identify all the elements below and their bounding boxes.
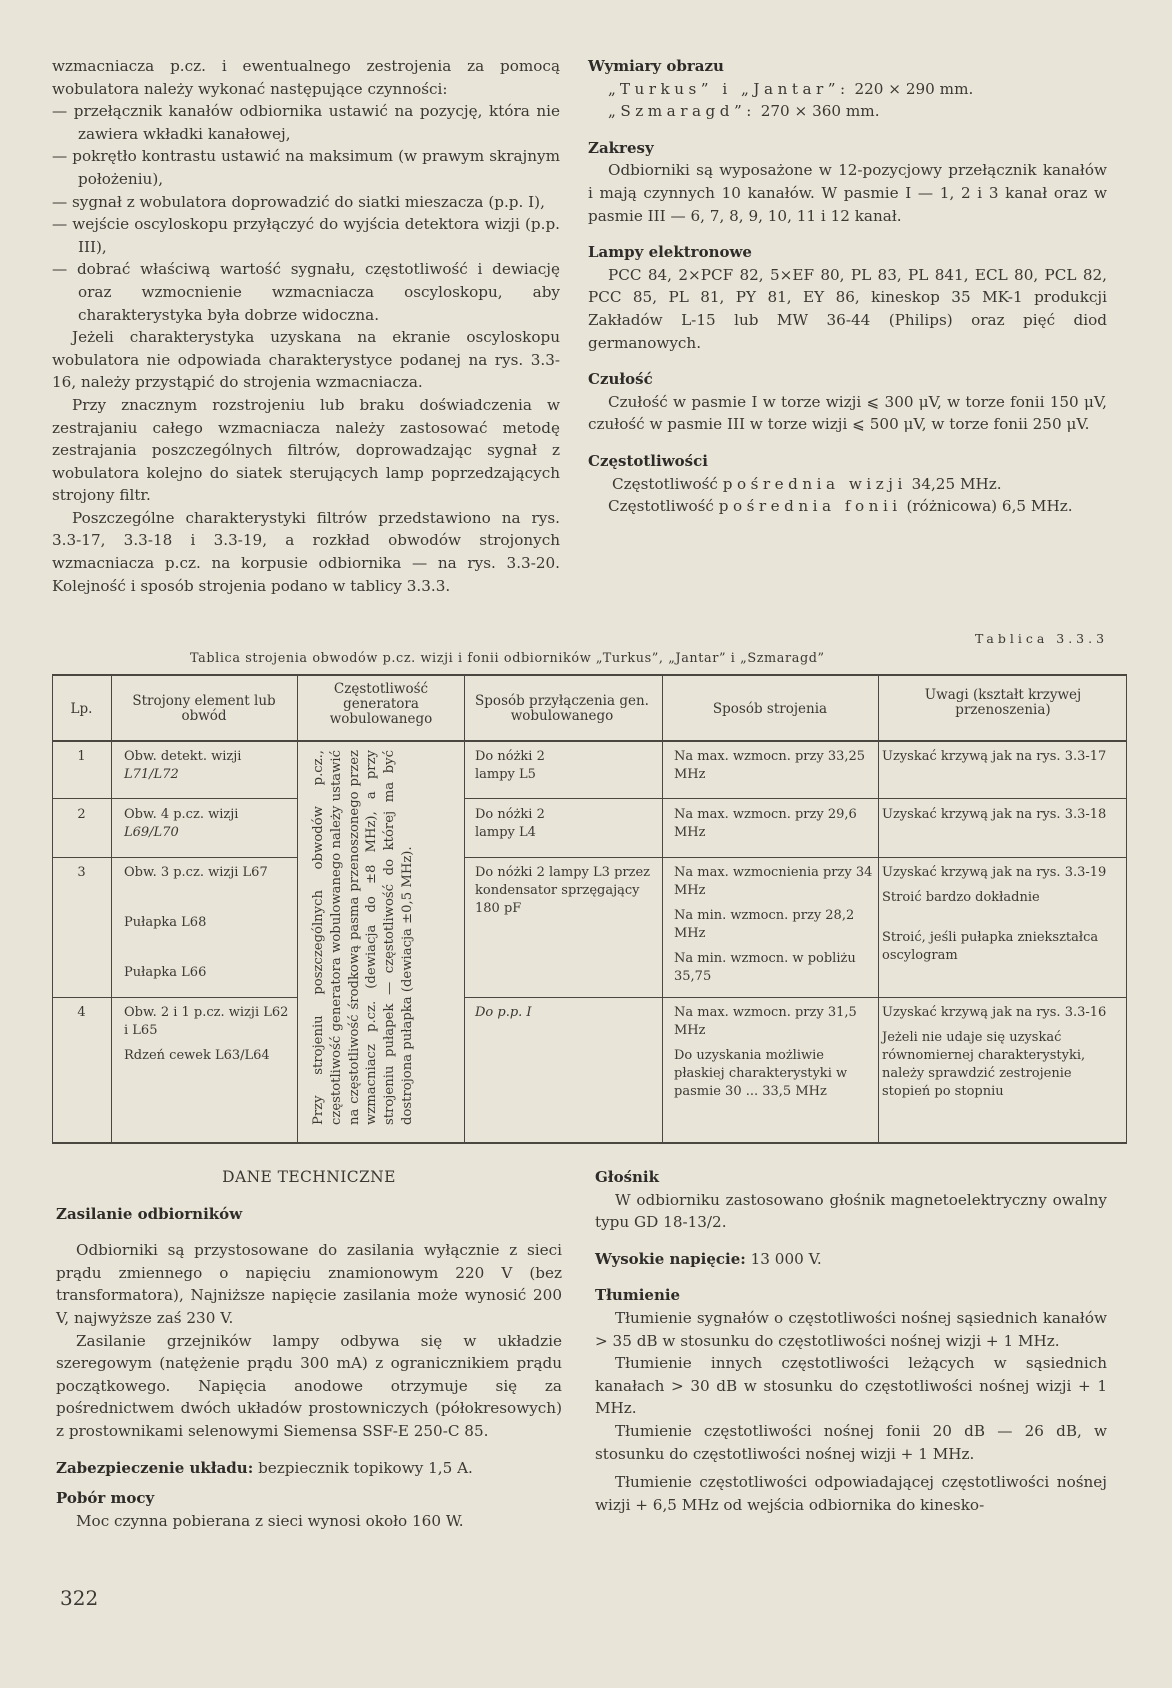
- connection-text: lampy L4: [475, 825, 536, 840]
- header-notes: Uwagi (kształt krzywej przenoszenia): [924, 687, 1082, 718]
- step-item: — sygnał z wobulatora doprowadzić do siatki mieszacza (p.p. I),: [52, 192, 545, 211]
- high-voltage-value: 13 000 V.: [750, 1249, 822, 1268]
- frequency-line: [588, 473, 1107, 496]
- tuning-text: Na min. wzmocn. w pobliżu 35,75: [674, 951, 856, 984]
- model-name: „Turkus” i „Jantar”:: [608, 79, 850, 98]
- tuning-cell: Na max. wzmocn. przy 29,6 MHz: [674, 807, 857, 840]
- dimension-line: [588, 100, 1107, 123]
- notes-text: Uzyskać krzywą jak na rys. 3.3-19: [882, 865, 1107, 880]
- paragraph: W odbiorniku zastosowano głośnik magnetoelektryczny owalny typu GD 18-13/2.: [595, 1190, 1107, 1232]
- element-name: Pułapka L68: [124, 915, 207, 930]
- paragraph: Poszczególne charakterystyki filtrów przedstawiono na rys. 3.3-17, 3.3-18 i 3.3-19, a rozkład obwodów strojonych wzmacniacza p.cz. na korpusie odbiornika — na rys. 3.3-20. Kolejność i sposób strojenia podano w tablicy 3.3.3.: [52, 508, 560, 595]
- notes-text: Jeżeli nie udaje się uzyskać równomiernej charakterystyki, należy sprawdzić zestrojenie stopień po stopniu: [882, 1030, 1086, 1099]
- bottom-right-column: [595, 1166, 1107, 1516]
- tuning-text: Na max. wzmocn. przy 31,5 MHz: [674, 1005, 857, 1038]
- section-heading: Tłumienie: [595, 1286, 681, 1305]
- element-name: Rdzeń cewek L63/L64: [124, 1048, 270, 1063]
- dimension-value: 270 × 360 mm.: [760, 102, 880, 121]
- section-heading: Głośnik: [595, 1168, 660, 1186]
- element-name: Obw. detekt. wizji: [124, 749, 242, 764]
- frequency-value: 34,25 MHz.: [911, 474, 1002, 493]
- section-heading: Pobór mocy: [56, 1489, 155, 1508]
- notes-cell: Uzyskać krzywą jak na rys. 3.3-18: [882, 807, 1107, 822]
- row-number: 2: [77, 807, 86, 822]
- tuning-cell: [674, 1004, 874, 1101]
- row-number: 3: [77, 865, 86, 880]
- paragraph: Tłumienie częstotliwości nośnej fonii 20 dB — 26 dB, w stosunku do częstotliwości nośnej wizji + 1 MHz.: [595, 1421, 1107, 1463]
- dimension-value: 220 × 290 mm.: [854, 79, 974, 98]
- header-connection: Sposób przyłączenia gen. wobulowanego: [475, 693, 649, 724]
- tuning-table: [52, 674, 1127, 1144]
- frequency-value: (różnicowa) 6,5 MHz.: [906, 497, 1073, 516]
- paragraph: Tłumienie innych częstotliwości leżących w sąsiednich kanałach > 30 dB w stosunku do częstotliwości nośnej wizji + 1 MHz.: [595, 1354, 1107, 1418]
- fuse-label: Zabezpieczenie układu:: [56, 1458, 254, 1477]
- bottom-left-column: [56, 1166, 562, 1532]
- frequency-label: Częstotliwość: [608, 497, 714, 516]
- model-name: „Szmaragd”:: [608, 102, 756, 121]
- step-item: — dobrać właściwą wartość sygnału, częstotliwość i dewiację oraz wzmocnienie wzmacniacza oscyloskopu, aby charakterystyka była dobrze widoczna.: [52, 260, 560, 324]
- fuse-value: bezpiecznik topikowy 1,5 A.: [258, 1458, 473, 1477]
- table-caption: Tablica strojenia obwodów p.cz. wizji i fonii odbiorników „Turkus”, „Jantar” i „Szmaragd”: [190, 651, 825, 666]
- step-item: — pokrętło kontrastu ustawić na maksimum (w prawym skrajnym położeniu),: [52, 147, 560, 188]
- connection-cell: Do nóżki 2 lampy L3 przez kondensator sprzęgający 180 pF: [475, 865, 650, 916]
- notes-text: Stroić bardzo dokładnie: [882, 890, 1040, 905]
- element-coil: L69/L70: [124, 825, 179, 840]
- high-voltage-line: [595, 1248, 1107, 1271]
- header-lp: Lp.: [70, 701, 93, 717]
- element-coil: L71/L72: [124, 767, 179, 782]
- element-name: Obw. 2 i 1 p.cz. wizji L62 i L65: [124, 1005, 289, 1038]
- section-heading: Częstotliwości: [588, 451, 708, 470]
- high-voltage-label: Wysokie napięcie:: [595, 1249, 746, 1268]
- notes-cell: Uzyskać krzywą jak na rys. 3.3-17: [882, 749, 1107, 764]
- section-heading: Lampy elektronowe: [588, 243, 752, 262]
- tuning-cell: [674, 864, 874, 986]
- notes-text: Uzyskać krzywą jak na rys. 3.3-16: [882, 1005, 1107, 1020]
- section-heading: Czułość: [588, 370, 653, 389]
- step-item: — przełącznik kanałów odbiornika ustawić na pozycję, która nie zawiera wkładki kanałowej,: [52, 102, 560, 143]
- connection-text: Do nóżki 2: [475, 749, 545, 764]
- generator-frequency-note: Przy strojeniu poszczególnych obwodów p.cz., częstotliwość generatora wobulowanego należy ustawić na częstotliwość środkową pasma przenoszonego przez wzmacniacz p.cz. (dewiacja do ±8 MHz), a przy strojeniu pułapek — częstotliwość do której ma być dostrojona pułapka (dewiacja ±0,5 MHz).: [311, 750, 415, 1125]
- paragraph: Tłumienie częstotliwości odpowiadającej częstotliwości nośnej wizji + 6,5 MHz od wejścia odbiornika do kinesko-: [595, 1473, 1107, 1514]
- frequency-type: pośrednia wizji: [722, 474, 907, 493]
- frequency-label: Częstotliwość: [612, 474, 718, 493]
- paragraph: Czułość w pasmie I w torze wizji ⩽ 300 μV, w torze fonii 150 μV, czułość w pasmie III w torze wizji ⩽ 500 μV, w torze fonii 250 μV.: [588, 392, 1107, 434]
- element-cell: [124, 864, 294, 982]
- row-number: 4: [77, 1005, 86, 1020]
- section-heading: Zasilanie odbiorników: [56, 1204, 243, 1223]
- paragraph: PCC 84, 2×PCF 82, 5×EF 80, PL 83, PL 841, ECL 80, PCL 82, PCC 85, PL 81, PY 81, EY 86, kineskop 35 MK-1 produkcji Zakładów L-15 lub MW 36-44 (Philips) oraz pięć diod germanowych.: [588, 265, 1107, 352]
- paragraph: Jeżeli charakterystyka uzyskana na ekranie oscyloskopu wobulatora nie odpowiada charakterystyce podanej na rys. 3.3-16, należy przystąpić do strojenia wzmacniacza.: [52, 328, 560, 392]
- connection-cell: [475, 806, 655, 842]
- connection-cell: Do p.p. I: [475, 1005, 532, 1020]
- element-name: Obw. 4 p.cz. wizji: [124, 807, 239, 822]
- frequency-line: [588, 495, 1107, 518]
- notes-text: Stroić, jeśli pułapka zniekształca oscylogram: [882, 930, 1099, 963]
- intro-text: wzmacniacza p.cz. i ewentualnego zestrojenia za pomocą wobulatora należy wykonać następujące czynności:: [52, 57, 560, 98]
- section-heading: Zakresy: [588, 138, 654, 157]
- paragraph: Przy znacznym rozstrojeniu lub braku doświadczenia w zestrajaniu całego wzmacniacza należy zastosować metodę zestrajania poszczególnych filtrów, doprowadzając sygnał z wobulatora kolejno do siatek sterujących lamp poprzedzających strojony filtr.: [52, 395, 560, 505]
- step-item: — wejście oscyloskopu przyłączyć do wyjścia detektora wizji (p.p. III),: [52, 215, 560, 256]
- dimension-line: [588, 78, 1107, 101]
- connection-text: Do nóżki 2: [475, 807, 545, 822]
- paragraph: Zasilanie grzejników lampy odbywa się w układzie szeregowym (natężenie prądu 300 mA) z ogranicznikiem prądu początkowego. Napięcia anodowe otrzymuje się za pośrednictwem dwóch układów prostowniczych (półokresowych) z prostownikami selenowymi Siemensa SSF-E 250-C 85.: [56, 1331, 562, 1440]
- tuning-cell: Na max. wzmocn. przy 33,25 MHz: [674, 749, 866, 782]
- connection-cell: [475, 748, 655, 784]
- paragraph: Odbiorniki są przystosowane do zasilania wyłącznie z sieci prądu zmiennego o napięciu znamionowym 220 V (bez transformatora), Najniższe napięcie zasilania może wynosić 200 V, najwyższe zaś 230 V.: [56, 1241, 562, 1327]
- frequency-type: pośrednia fonii: [718, 497, 902, 516]
- table-number: Tablica 3.3.3: [975, 631, 1109, 646]
- section-title: DANE TECHNICZNE: [222, 1168, 396, 1186]
- header-element: Strojony element lub obwód: [132, 693, 276, 724]
- tuning-text: Do uzyskania możliwie płaskiej charakterystyki w pasmie 30 ... 33,5 MHz: [674, 1048, 848, 1099]
- connection-text: lampy L5: [475, 767, 536, 782]
- paragraph: Tłumienie sygnałów o częstotliwości nośnej sąsiednich kanałów > 35 dB w stosunku do częstotliwości nośnej wizji + 1 MHz.: [595, 1308, 1107, 1350]
- notes-cell: [882, 1004, 1118, 1101]
- element-name: Obw. 3 p.cz. wizji L67: [124, 865, 268, 880]
- element-cell: [124, 1004, 294, 1065]
- element-cell: [124, 806, 294, 842]
- header-generator-frequency: Częstotliwość generatora wobulowanego: [329, 681, 433, 727]
- right-top-column: [588, 55, 1107, 518]
- tuning-text: Na min. wzmocn. przy 28,2 MHz: [674, 908, 855, 941]
- paragraph: Moc czynna pobierana z sieci wynosi około 160 W.: [76, 1511, 464, 1530]
- page-number: 322: [60, 1586, 99, 1610]
- left-top-column: [52, 55, 560, 597]
- fuse-line: [56, 1457, 562, 1480]
- element-cell: [124, 748, 294, 784]
- tuning-text: Na max. wzmocnienia przy 34 MHz: [674, 865, 873, 898]
- element-name: Pułapka L66: [124, 965, 207, 980]
- row-number: 1: [77, 749, 86, 764]
- section-heading: Wymiary obrazu: [588, 57, 724, 75]
- notes-cell: [882, 864, 1118, 965]
- paragraph: Odbiorniki są wyposażone w 12-pozycjowy przełącznik kanałów i mają czynnych 10 kanałów. W pasmie I — 1, 2 i 3 kanał oraz w pasmie III — 6, 7, 8, 9, 10, 11 i 12 kanał.: [588, 161, 1107, 225]
- header-tuning-method: Sposób strojenia: [712, 701, 828, 717]
